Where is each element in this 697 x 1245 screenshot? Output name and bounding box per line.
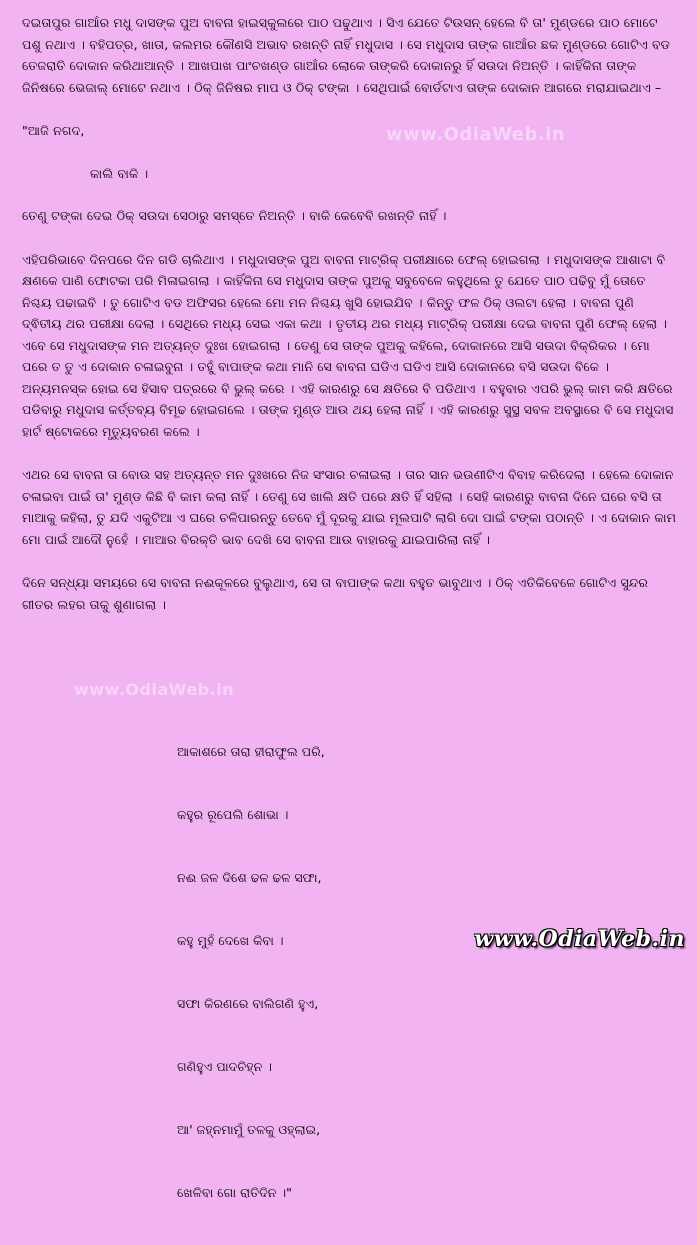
site-watermark-logo: www.OdiaWeb.in <box>474 926 685 952</box>
paragraph-5: ଦିନେ ସନ୍ଧ୍ୟା ସମୟରେ ସେ ବାବନା ନଈକୂଳରେ ବୁଲୁଥାଏ, ସେ ତା ବାପାଙ୍କ କଥା ବହୁତ ଭାବୁଥାଏ । ଠିକ୍ ଏତିକିବେଳେ ଗୋଟିଏ ସୁନ୍ଦର ଗୀତର ଲହର ତାକୁ ଶୁଣାଗଲା । <box>22 575 648 612</box>
board-text-line-1: "ଆଜି ନଗଦ, <box>22 123 85 138</box>
paragraph-intro: ଦଇତାପୁର ଗାଆଁର ମଧୁ ଦାସଙ୍କ ପୁଅ ବାବନା ହାଇସ୍କୁଲରେ ପାଠ ପଢୁଥାଏ । ସିଏ ଯେତେ ଟିଉସନ୍ ହେଲେ ବି ତା' ମୁଣ୍ଡରେ ପାଠ ମୋଟେ ପଶୁ ନଥାଏ । ବହିପତ୍ର, ଖାତା, କଲମର କୌଣସି ଅଭାବ ରଖନ୍ତି ନାହିଁ ମଧୁଦାସ । ସେ ମଧୁଦାସ ତାଙ୍କ ଗାଆଁର ଛକ ମୁଣ୍ଡରେ ଗୋଟିଏ ବଡ ତେଜରାତି ଦୋକାନ କରିଥାଆନ୍ତି । ଆଖପାଖ ପାଂଚଖଣ୍ଡ ଗାଆଁର ଲୋକେ ତାଙ୍କରି ଦୋକାନରୁ ହିଁ ସଉଦା ନିଅନ୍ତି । କାହିଁକିନା ତାଙ୍କ ଜିନିଷରେ ଭେଜାଲ୍ ମୋଟେ ନଥାଏ । ଠିକ୍ ଜିନିଷର ମାପ ଓ ଠିକ୍ ଟଙ୍କା । ସେଥିପାଇଁ ବୋର୍ଡଟାଏ ତାଙ୍କ ଦୋକାନ ଆଗରେ ମରାଯାଇଥାଏ – <box>22 15 671 95</box>
poem-line: ଖେଳିବା ଗୋ ରାତିଦିନ ।" <box>177 1185 292 1200</box>
watermark-text: www.OdiaWeb.in <box>386 124 566 145</box>
poem-line: ସଫା କିରଣରେ ବାଲିଗଣି ହୁଏ, <box>177 996 319 1011</box>
paragraph-3: ଏହିପରିଭାବେ ଦିନପରେ ଦିନ ଗଡି ଚାଲିଥାଏ । ମଧୁଦାସଙ୍କ ପୁଅ ବାବନା ମାଟ୍ରିକ୍ ପରୀକ୍ଷାରେ ଫେଲ୍ ହୋଇଗଲା । ମଧୁଦାସଙ୍କ ଆଶାଟା ବି କ୍ଷଣକେ ପାଣି ଫୋଟକା ପରି ମିଳାଇଗଲା । କାହିଁକିନା ସେ ମଧୁଦାସ ତାଙ୍କ ପୁଅକୁ ସବୁବେଳେ କହୁଥିଲେ ତୁ ଯେତେ ପାଠ ପଢିବୁ ମୁଁ ତୋତେ ନିଶ୍ଚୟ ପଢାଇବି । ତୁ ଗୋଟିଏ ବଡ ଅଫିସର ହେଲେ ମୋ ମନ ନିଶ୍ଚୟ ଖୁସି ହୋଇଯିବ । କିନ୍ତୁ ଫଳ ଠିକ୍ ଓଲଟା ହେଲା । ବାବନା ପୁଣି ଦ୍ଵିତୀୟ ଥର ପରୀକ୍ଷା ଦେଲା । ସେଥିରେ ମଧ୍ୟ ସେଇ ଏକା କଥା । ତୃତୀୟ ଥର ମଧ୍ୟ ମାଟ୍ରିକ୍ ପରୀକ୍ଷା ଦେଇ ବାବନା ପୁଣି ଫେଲ୍ ହେଲା । ଏବେ ସେ ମଧୁଦାସଙ୍କ ମନ ଅତ୍ୟନ୍ତ ଦୁଃଖ ହୋଇଗଲା । ତେଣୁ ସେ ତାଙ୍କ ପୁଅକୁ କହିଲେ, ଦୋକାନରେ ଆସି ସଉଦା ବିକ୍ରିକର । ମୋ ପରେ ତ ତୁ ଏ ଦୋକାନ ଚଳାଇବୁନା । ତହୁଁ ବାପାଙ୍କ କଥା ମାନି ସେ ବାବନା ଘଡିଏ ଘଡିଏ ଆସି ଦୋକାନରେ ବସି ସଉଦା ବିକେ । ଅନ୍ୟମନସ୍କ ହୋଇ ସେ ହିସାବ ପତ୍ରରେ ବି ଭୁଲ୍ କରେ । ଏହି କାରଣରୁ ସେ କ୍ଷତିରେ ବି ପଡିଥାଏ । ବହୁବାର ଏପରି ଭୁଲ୍ କାମ କରି କ୍ଷତିରେ ପଡିବାରୁ ମଧୁଦାସ କର୍ତ୍ତବ୍ୟ ବିମୂଢ ହୋଇଗଲେ । ତାଙ୍କ ମୁଣ୍ଡ ଆଉ ଥୟ ହେଲା ନାହିଁ । ଏହି କାରଣରୁ ସୁସ୍ଥ ସବଳ ଅବସ୍ଥାରେ ବି ସେ ମଧୁଦାସ ହାର୍ଟ ଷ୍ଟୋକରେ ମୃତ୍ୟୁବରଣ କଲେ । <box>22 251 674 439</box>
poem-line: ଆ' ଜହ୍ନମାମୁଁ ତଳକୁ ଓହ୍ଲାଇ, <box>177 1122 321 1137</box>
poem-block <box>177 699 325 1245</box>
paragraph-2: ତେଣୁ ଟଙ୍କା ଦେଇ ଠିକ୍ ସଉଦା ସେଠାରୁ ସମସ୍ତେ ନିଅନ୍ତି । ବାକି କେବେବି ରଖନ୍ତି ନାହିଁ । <box>22 208 447 223</box>
board-text-line-2: କାଲି ବାକି । <box>90 165 149 181</box>
poem-line: ନଈ ଜଳ ଦିଶେ ଢଳ ଢଳ ସଫା, <box>177 870 322 885</box>
paragraph-4: ଏଥର ସେ ବାବନା ତା ବୋଉ ସହ ଅତ୍ୟନ୍ତ ମନ ଦୁଃଖରେ ନିଜ ସଂସାର ଚଳାଇଲା । ତାର ସାନ ଭଉଣୀଟିଏ ବିବାହ କରିଦେଲା । ହେଲେ ଦୋକାନ ଚଳାଇବା ପାଇଁ ତା' ମୁଣ୍ଡ କିଛି ବି କାମ କଲା ନାହିଁ । ତେଣୁ ସେ ଖାଲି କ୍ଷତି ପରେ କ୍ଷତି ହିଁ ସହିଲା । ସେହି କାରଣରୁ ବାବନା ଦିନେ ଘରେ ବସି ତା ମାଆକୁ କହିଲା, ତୁ ଯଦି ଏକୁଟିଆ ଏ ଘରେ ଚଳିପାରନ୍ତୁ ତେବେ ମୁଁ ଦୂରକୁ ଯାଇ ମୂଲପାଟି ଲାଗି ଦୋ ପାଇଁ ଟଙ୍କା ପଠାନ୍ତି । ଏ ଦୋକାନ କାମ ମୋ ପାଇଁ ଆଦୌ ନୁହେଁ । ମାଆର ବିରକ୍ତି ଭାବ ଦେଖି ସେ ବାବନା ଆଉ ବାହାରକୁ ଯାଇପାରିଲା ନାହିଁ । <box>22 467 677 547</box>
story-body <box>22 12 677 615</box>
poem-line: କହୁର ରୂପେଲି ଶୋଭା । <box>177 807 289 822</box>
poem-line: ଗଣିହୁଏ ପାଦଚିହ୍ନ । <box>177 1059 272 1074</box>
watermark-text: www.OdiaWeb.in <box>74 680 235 699</box>
poem-line: କହୁ ମୁହଁ ଦେଖେ କିବା । <box>177 933 284 948</box>
poem-line: ଆକାଶରେ ତାରା ହୀରାଫୁଲ ପରି, <box>177 744 325 759</box>
